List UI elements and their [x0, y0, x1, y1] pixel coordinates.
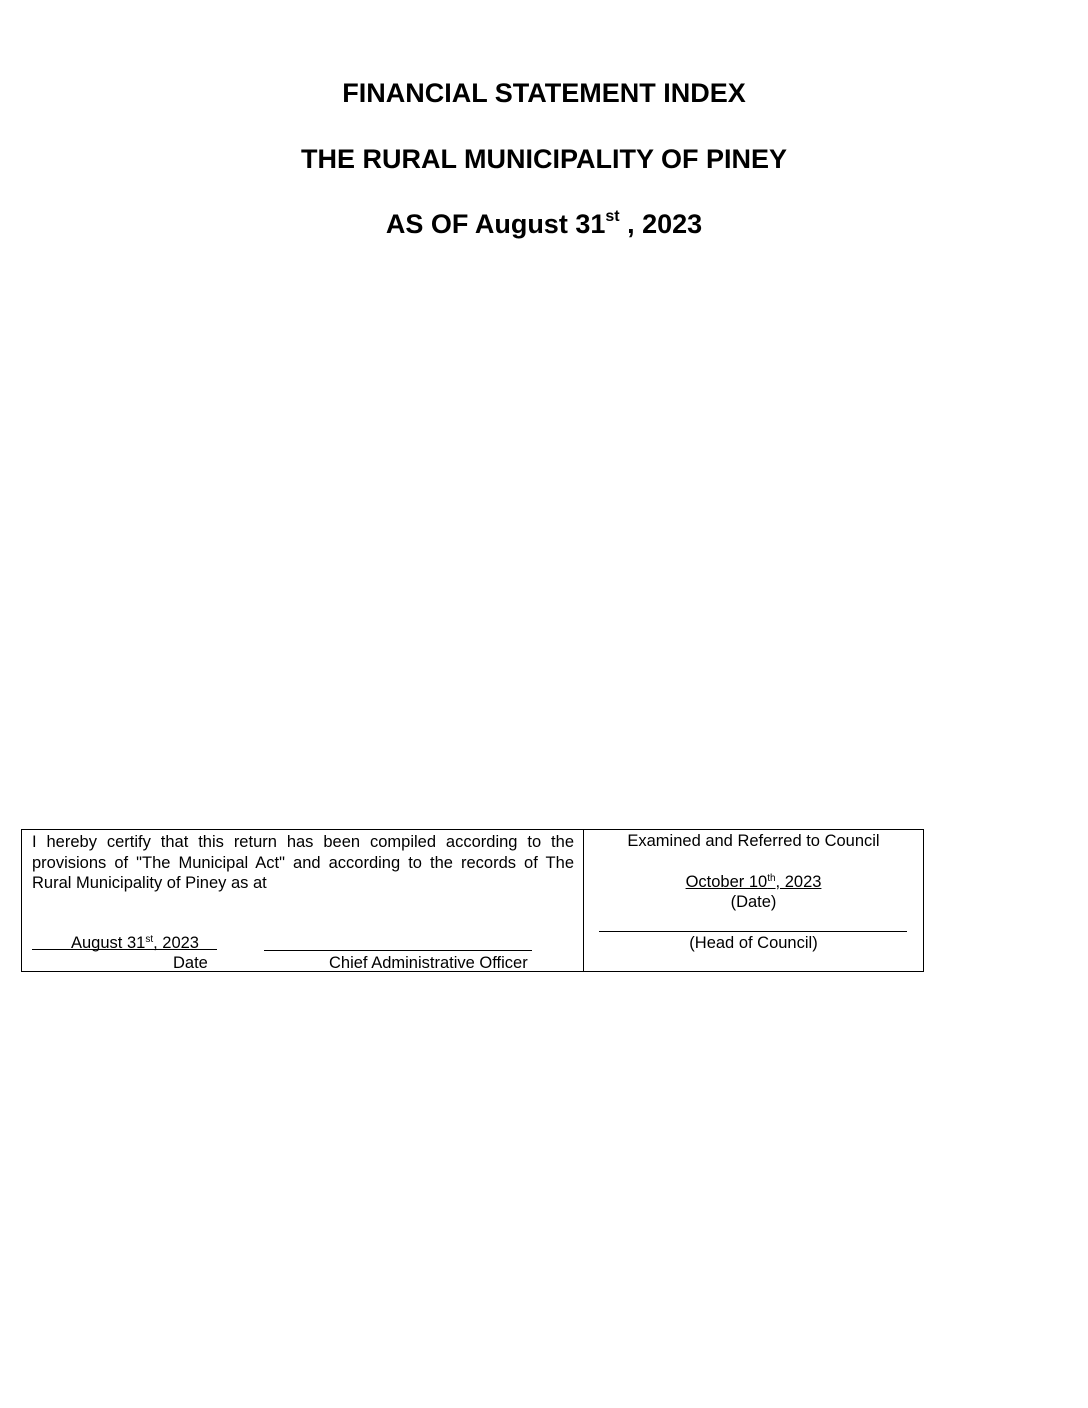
certification-box — [21, 829, 924, 972]
as-of-date-year: , 2023 — [619, 209, 703, 239]
cao-caption: Chief Administrative Officer — [329, 954, 528, 972]
certification-date — [71, 933, 199, 953]
council-date-year: , 2023 — [775, 873, 822, 891]
council-date-ordinal: th — [767, 873, 776, 884]
council-date — [584, 872, 923, 892]
as-of-date-ordinal: st — [605, 208, 620, 225]
cao-signature-line — [264, 950, 532, 951]
head-of-council-signature-line — [599, 931, 907, 932]
document-title: FINANCIAL STATEMENT INDEX — [342, 78, 746, 108]
certification-date-ordinal: st — [145, 934, 154, 945]
head-of-council-caption: (Head of Council) — [689, 934, 818, 952]
certification-date-year: , 2023 — [153, 934, 199, 952]
cao-certification-cell — [22, 830, 584, 971]
certification-date-text: August 31 — [71, 934, 146, 952]
municipality-name: THE RURAL MUNICIPALITY OF PINEY — [300, 144, 788, 174]
council-date-text: October 10 — [685, 873, 768, 891]
date-caption: Date — [173, 954, 208, 972]
council-date-caption: (Date) — [730, 893, 777, 911]
council-referral-title: Examined and Referred to Council — [627, 832, 880, 850]
as-of-date-text: AS OF August 31 — [385, 209, 606, 239]
as-of-date — [0, 208, 1088, 240]
council-referral-cell — [584, 830, 923, 971]
certification-statement: I hereby certify that this return has been compiled according to the provisions of "The Municipal Act" and according to the records of The Rural Municipality of Piney as at — [32, 833, 574, 892]
